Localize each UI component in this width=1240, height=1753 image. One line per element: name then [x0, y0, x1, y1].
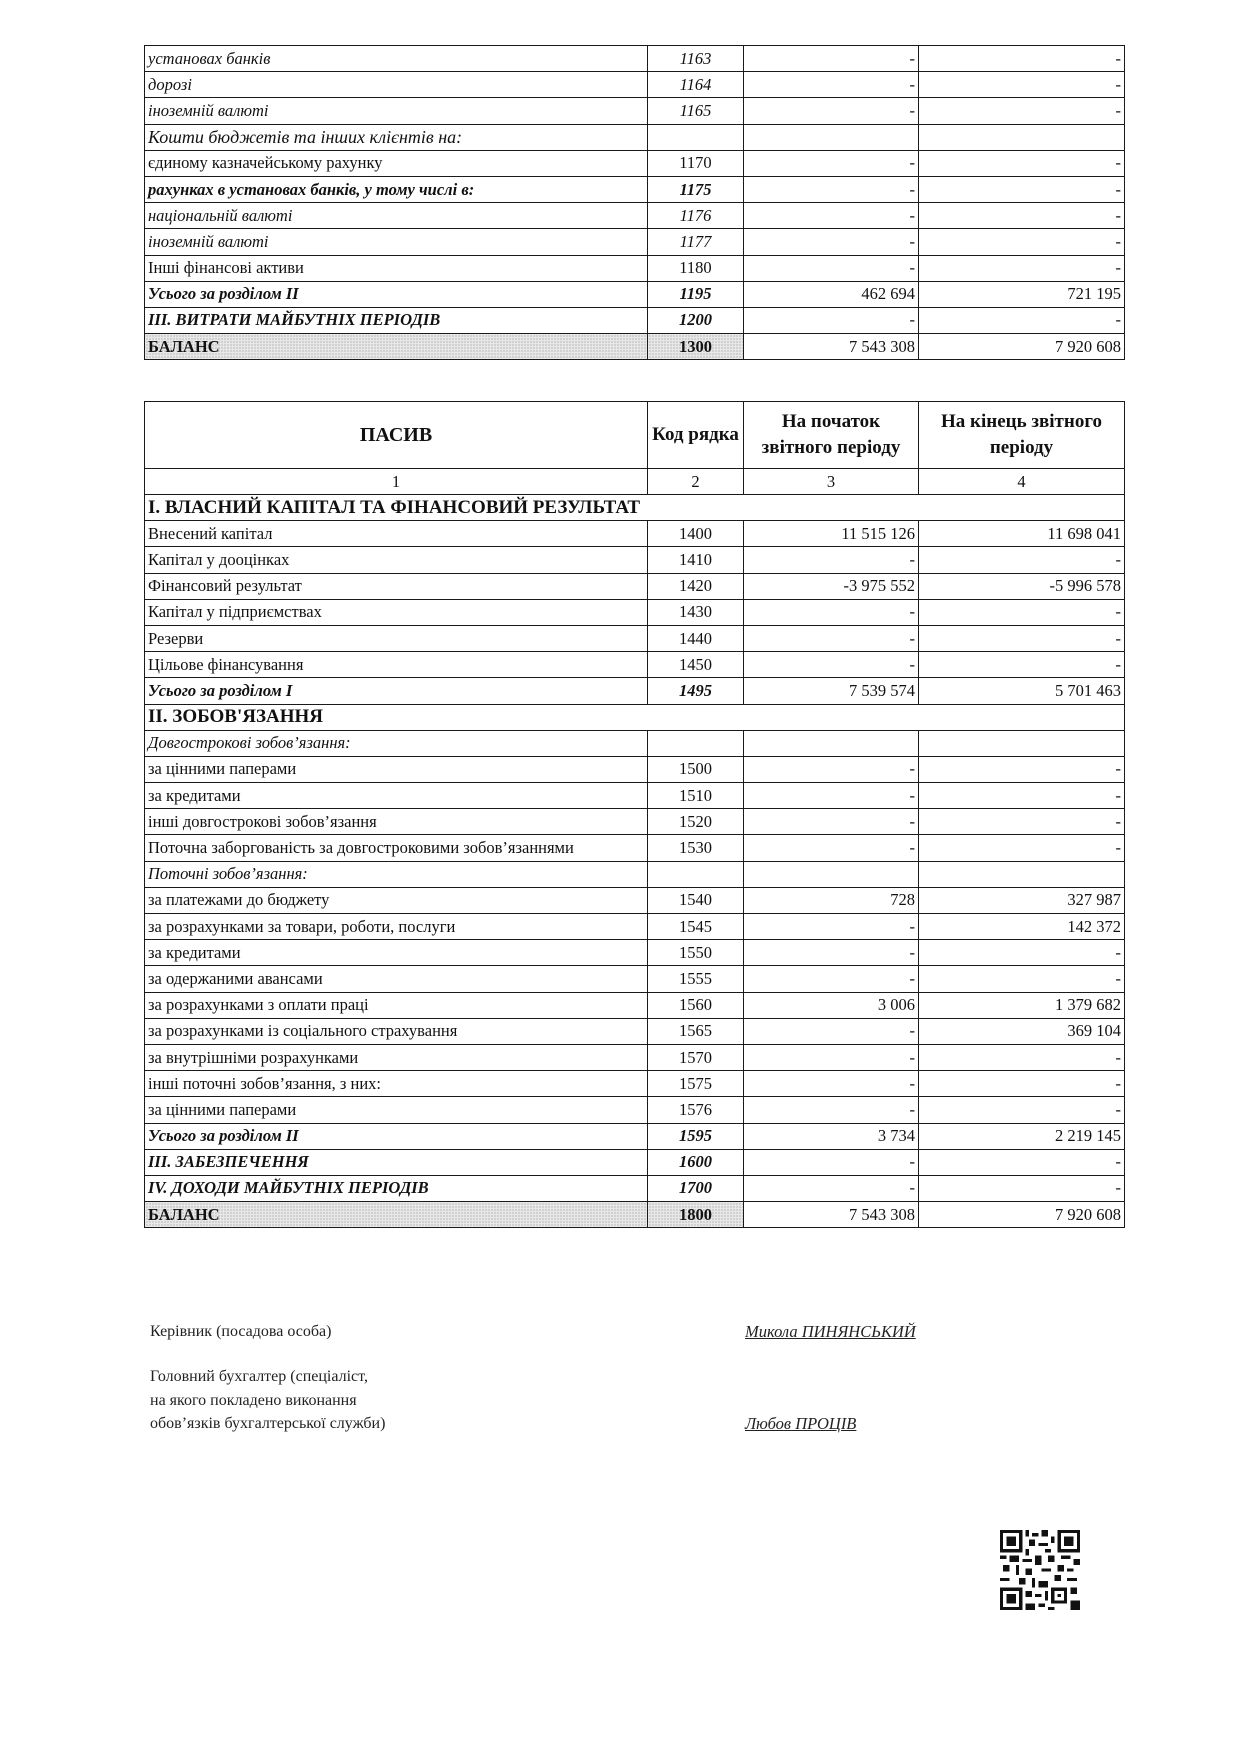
end-period-value: -	[919, 255, 1125, 281]
column-number: 2	[648, 469, 744, 495]
column-number: 3	[744, 469, 919, 495]
end-period-value: -	[919, 176, 1125, 202]
start-period-value: 462 694	[744, 281, 919, 307]
start-period-value: -	[744, 1044, 919, 1070]
start-period-value: -	[744, 255, 919, 281]
end-period-value: -	[919, 229, 1125, 255]
row-label: єдиному казначейському рахунку	[145, 150, 648, 176]
row-label: інші поточні зобов’язання, з них:	[145, 1071, 648, 1097]
table-row	[145, 150, 1125, 176]
table-row	[145, 1175, 1125, 1201]
row-code: 1175	[648, 176, 744, 202]
head-name: Микола ПИНЯНСЬКИЙ	[745, 1322, 916, 1341]
table-row	[145, 887, 1125, 913]
start-period-value: -	[744, 547, 919, 573]
row-code: 1200	[648, 307, 744, 333]
start-period-value: -	[744, 835, 919, 861]
end-period-value: 721 195	[919, 281, 1125, 307]
end-period-value: -	[919, 150, 1125, 176]
start-period-value: -	[744, 625, 919, 651]
start-period-value: -	[744, 1018, 919, 1044]
end-period-value: -	[919, 966, 1125, 992]
start-period-value: -	[744, 1149, 919, 1175]
table-row	[145, 307, 1125, 333]
section-title-equity: І. ВЛАСНИЙ КАПІТАЛ ТА ФІНАНСОВИЙ РЕЗУЛЬТАТ	[145, 495, 1125, 521]
accountant-name: Любов ПРОЦІВ	[745, 1414, 857, 1433]
end-period-value: 2 219 145	[919, 1123, 1125, 1149]
row-code: 1555	[648, 966, 744, 992]
table-row	[145, 809, 1125, 835]
table-row	[145, 914, 1125, 940]
section-header-row	[145, 704, 1125, 730]
table-row	[145, 1097, 1125, 1123]
end-period-value	[919, 861, 1125, 887]
header-start-period: На початок звітного періоду	[744, 402, 919, 469]
end-period-value: -	[919, 203, 1125, 229]
table-row	[145, 1044, 1125, 1070]
end-period-value: -	[919, 625, 1125, 651]
start-period-value: -	[744, 1175, 919, 1201]
row-label: рахунках в установах банків, у тому числі в:	[145, 176, 648, 202]
start-period-value: 3 006	[744, 992, 919, 1018]
row-label: Довгострокові зобов’язання:	[145, 730, 648, 756]
end-period-value: -	[919, 809, 1125, 835]
table-row	[145, 334, 1125, 360]
assets-continuation-table	[144, 45, 1125, 360]
table-row	[145, 756, 1125, 782]
assets-table-body	[145, 46, 1125, 360]
start-period-value: -	[744, 783, 919, 809]
end-period-value: 11 698 041	[919, 521, 1125, 547]
row-label: Інші фінансові активи	[145, 255, 648, 281]
end-period-value: 7 920 608	[919, 1202, 1125, 1228]
row-code: 1800	[648, 1202, 744, 1228]
row-label: Цільове фінансування	[145, 652, 648, 678]
end-period-value: -	[919, 940, 1125, 966]
start-period-value: -	[744, 46, 919, 72]
start-period-value: -	[744, 229, 919, 255]
header-row-code: Код рядка	[648, 402, 744, 469]
table-row	[145, 521, 1125, 547]
accountant-role-line1: Головний бухгалтер (спеціаліст,	[150, 1368, 368, 1385]
row-code	[648, 124, 744, 150]
table-row	[145, 255, 1125, 281]
start-period-value: -	[744, 966, 919, 992]
start-period-value: -	[744, 599, 919, 625]
table-row	[145, 783, 1125, 809]
start-period-value: -	[744, 1097, 919, 1123]
start-period-value: -	[744, 176, 919, 202]
header-end-period: На кінець звітного періоду	[919, 402, 1125, 469]
row-code: 1520	[648, 809, 744, 835]
row-label: Внесений капітал	[145, 521, 648, 547]
start-period-value: 11 515 126	[744, 521, 919, 547]
row-code: 1177	[648, 229, 744, 255]
row-label: Фінансовий результат	[145, 573, 648, 599]
end-period-value: -	[919, 835, 1125, 861]
end-period-value: 7 920 608	[919, 334, 1125, 360]
section-title-liabilities: ІІ. ЗОБОВ'ЯЗАННЯ	[145, 704, 1125, 730]
end-period-value: 327 987	[919, 887, 1125, 913]
row-label: Усього за розділом ІІ	[145, 1123, 648, 1149]
table-row	[145, 652, 1125, 678]
row-code: 1410	[648, 547, 744, 573]
table-row	[145, 1202, 1125, 1228]
row-label: іноземній валюті	[145, 98, 648, 124]
table-row	[145, 861, 1125, 887]
start-period-value: -	[744, 809, 919, 835]
table-row	[145, 281, 1125, 307]
start-period-value: 7 539 574	[744, 678, 919, 704]
end-period-value	[919, 730, 1125, 756]
row-label: Капітал у підприємствах	[145, 599, 648, 625]
table-row	[145, 573, 1125, 599]
end-period-value: 1 379 682	[919, 992, 1125, 1018]
row-code: 1195	[648, 281, 744, 307]
qr-code-icon	[1000, 1528, 1080, 1612]
end-period-value	[919, 124, 1125, 150]
table-row	[145, 678, 1125, 704]
row-label: Усього за розділом І	[145, 678, 648, 704]
header-passive: ПАСИВ	[145, 402, 648, 469]
end-period-value: -	[919, 98, 1125, 124]
table-header-row	[145, 402, 1125, 469]
table-row	[145, 992, 1125, 1018]
table-row	[145, 625, 1125, 651]
row-label: БАЛАНС	[145, 1202, 648, 1228]
row-code: 1440	[648, 625, 744, 651]
row-code: 1600	[648, 1149, 744, 1175]
column-number: 1	[145, 469, 648, 495]
row-code: 1560	[648, 992, 744, 1018]
table-row	[145, 599, 1125, 625]
row-code: 1540	[648, 887, 744, 913]
row-label: IV. ДОХОДИ МАЙБУТНІХ ПЕРІОДІВ	[145, 1175, 648, 1201]
end-period-value: -	[919, 1149, 1125, 1175]
accountant-role-line3: обов’язків бухгалтерської служби)	[150, 1415, 386, 1432]
row-code: 1176	[648, 203, 744, 229]
row-code: 1450	[648, 652, 744, 678]
row-code: 1595	[648, 1123, 744, 1149]
start-period-value: -	[744, 652, 919, 678]
end-period-value: -	[919, 783, 1125, 809]
table-row	[145, 1123, 1125, 1149]
row-code	[648, 861, 744, 887]
row-label: за платежами до бюджету	[145, 887, 648, 913]
start-period-value: -	[744, 203, 919, 229]
row-code: 1576	[648, 1097, 744, 1123]
row-code	[648, 730, 744, 756]
liabilities-table-body	[145, 402, 1125, 1228]
row-label: за розрахунками за товари, роботи, послуги	[145, 914, 648, 940]
row-label: за цінними паперами	[145, 1097, 648, 1123]
end-period-value: -5 996 578	[919, 573, 1125, 599]
table-row	[145, 547, 1125, 573]
row-label: дорозі	[145, 72, 648, 98]
row-code: 1495	[648, 678, 744, 704]
table-row	[145, 203, 1125, 229]
start-period-value: 7 543 308	[744, 334, 919, 360]
start-period-value	[744, 861, 919, 887]
row-code: 1700	[648, 1175, 744, 1201]
end-period-value: 5 701 463	[919, 678, 1125, 704]
row-code: 1180	[648, 255, 744, 281]
row-label: іноземній валюті	[145, 229, 648, 255]
end-period-value: -	[919, 756, 1125, 782]
table-row	[145, 940, 1125, 966]
row-code: 1400	[648, 521, 744, 547]
start-period-value: 7 543 308	[744, 1202, 919, 1228]
end-period-value: -	[919, 1175, 1125, 1201]
row-label: за розрахунками із соціального страхування	[145, 1018, 648, 1044]
start-period-value: 728	[744, 887, 919, 913]
row-code: 1570	[648, 1044, 744, 1070]
row-label: установах банків	[145, 46, 648, 72]
row-code: 1550	[648, 940, 744, 966]
end-period-value: 142 372	[919, 914, 1125, 940]
section-header-row	[145, 495, 1125, 521]
end-period-value: 369 104	[919, 1018, 1125, 1044]
start-period-value: -	[744, 98, 919, 124]
row-code: 1545	[648, 914, 744, 940]
row-label: Поточні зобов’язання:	[145, 861, 648, 887]
row-label: Поточна заборгованість за довгостроковими зобов’язаннями	[145, 835, 648, 861]
table-row	[145, 1018, 1125, 1044]
row-label: Кошти бюджетів та інших клієнтів на:	[145, 124, 648, 150]
row-label: за кредитами	[145, 940, 648, 966]
start-period-value: -	[744, 914, 919, 940]
start-period-value	[744, 730, 919, 756]
table-row	[145, 176, 1125, 202]
row-label: за одержаними авансами	[145, 966, 648, 992]
table-row	[145, 124, 1125, 150]
row-label: БАЛАНС	[145, 334, 648, 360]
start-period-value: -	[744, 150, 919, 176]
column-number: 4	[919, 469, 1125, 495]
row-code: 1164	[648, 72, 744, 98]
end-period-value: -	[919, 72, 1125, 98]
end-period-value: -	[919, 1097, 1125, 1123]
row-code: 1170	[648, 150, 744, 176]
table-row	[145, 229, 1125, 255]
table-row	[145, 1071, 1125, 1097]
head-role-label: Керівник (посадова особа)	[150, 1323, 332, 1340]
end-period-value: -	[919, 1071, 1125, 1097]
table-row	[145, 730, 1125, 756]
liabilities-table	[144, 401, 1125, 1228]
table-row	[145, 72, 1125, 98]
row-code: 1165	[648, 98, 744, 124]
row-code: 1510	[648, 783, 744, 809]
row-code: 1163	[648, 46, 744, 72]
table-row	[145, 966, 1125, 992]
row-label: інші довгострокові зобов’язання	[145, 809, 648, 835]
column-number-row	[145, 469, 1125, 495]
start-period-value: -	[744, 756, 919, 782]
start-period-value: -	[744, 940, 919, 966]
row-label: Капітал у дооцінках	[145, 547, 648, 573]
row-code: 1530	[648, 835, 744, 861]
row-code: 1430	[648, 599, 744, 625]
row-code: 1420	[648, 573, 744, 599]
row-code: 1500	[648, 756, 744, 782]
table-row	[145, 835, 1125, 861]
row-label: ІІІ. ВИТРАТИ МАЙБУТНІХ ПЕРІОДІВ	[145, 307, 648, 333]
table-row	[145, 1149, 1125, 1175]
table-row	[145, 46, 1125, 72]
end-period-value: -	[919, 599, 1125, 625]
row-label: за розрахунками з оплати праці	[145, 992, 648, 1018]
row-label: Усього за розділом ІІ	[145, 281, 648, 307]
table-row	[145, 98, 1125, 124]
row-label: Резерви	[145, 625, 648, 651]
start-period-value: 3 734	[744, 1123, 919, 1149]
start-period-value	[744, 124, 919, 150]
start-period-value: -	[744, 307, 919, 333]
row-code: 1565	[648, 1018, 744, 1044]
accountant-role-line2: на якого покладено виконання	[150, 1392, 357, 1409]
row-label: ІІІ. ЗАБЕЗПЕЧЕННЯ	[145, 1149, 648, 1175]
row-code: 1575	[648, 1071, 744, 1097]
start-period-value: -	[744, 72, 919, 98]
end-period-value: -	[919, 46, 1125, 72]
row-label: за внутрішніми розрахунками	[145, 1044, 648, 1070]
end-period-value: -	[919, 547, 1125, 573]
end-period-value: -	[919, 652, 1125, 678]
row-code: 1300	[648, 334, 744, 360]
end-period-value: -	[919, 307, 1125, 333]
row-label: за цінними паперами	[145, 756, 648, 782]
row-label: за кредитами	[145, 783, 648, 809]
row-label: національній валюті	[145, 203, 648, 229]
start-period-value: -	[744, 1071, 919, 1097]
start-period-value: -3 975 552	[744, 573, 919, 599]
end-period-value: -	[919, 1044, 1125, 1070]
